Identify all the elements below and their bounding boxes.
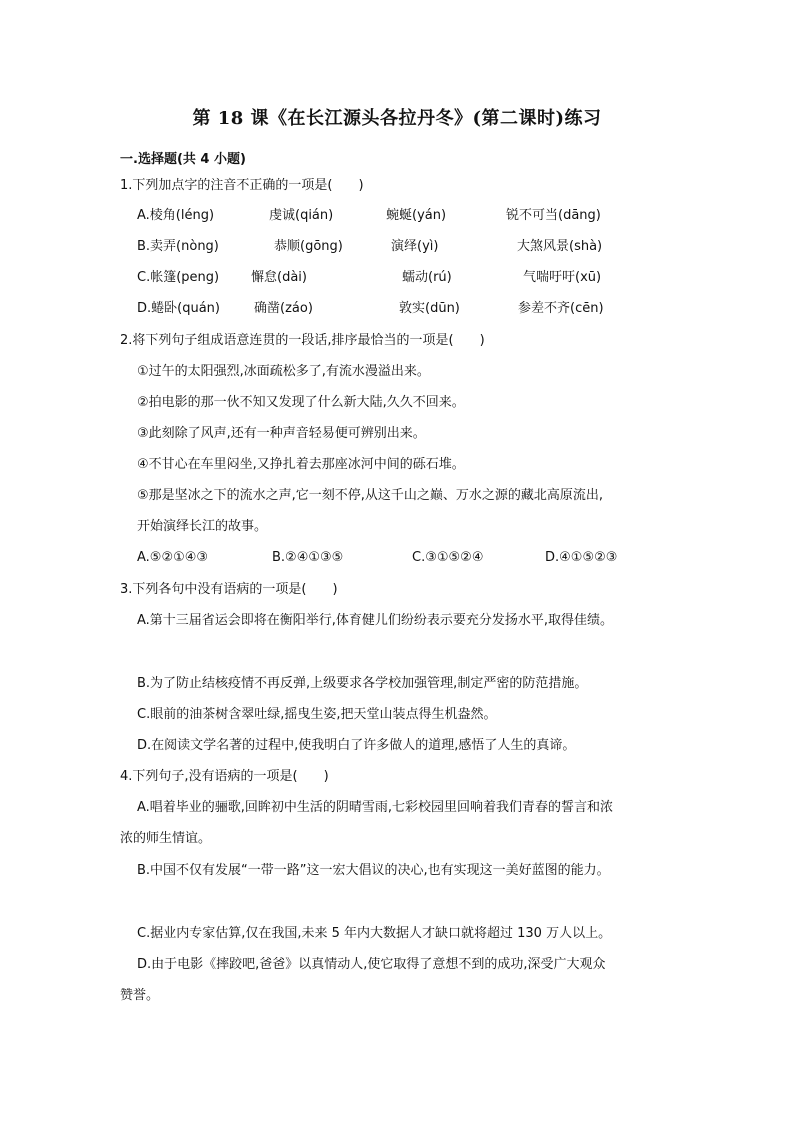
question-4-option-b: B.中国不仅有发展“一带一路”这一宏大倡议的决心,也有实现这一美好蓝图的能力。 [137,863,610,878]
question-2-sentence-1: ①过午的太阳强烈,冰面疏松多了,有流水漫溢出来。 [137,364,430,379]
q1-b-item-1: B.卖弄(nòng) [137,239,219,254]
question-3-option-b: B.为了防止结核疫情不再反弹,上级要求各学校加强管理,制定严密的防范措施。 [137,676,588,691]
question-2-stem: 2.将下列句子组成语意连贯的一段话,排序最恰当的一项是( ) [120,333,485,348]
question-4-option-a: A.唱着毕业的骊歌,回眸初中生活的阴晴雪雨,七彩校园里回响着我们青春的誓言和浓 [137,800,614,815]
q2-option-a: A.⑤②①④③ [137,550,209,565]
question-2-sentence-2: ②拍电影的那一伙不知又发现了什么新大陆,久久不回来。 [137,395,465,410]
question-4-option-d: D.由于电影《摔跤吧,爸爸》以真情动人,使它取得了意想不到的成功,深受广大观众 [137,957,606,972]
q1-a-item-1: A.棱角(léng) [137,208,215,223]
q1-b-item-4: 大煞风景(shà) [517,239,603,254]
q1-d-item-2: 确凿(záo) [254,301,313,316]
q1-c-item-4: 气喘吁吁(xū) [523,270,602,285]
q2-option-b: B.②④①③⑤ [272,550,344,565]
q1-a-item-4: 锐不可当(dāng) [506,208,601,223]
section-heading: 一.选择题(共 4 小题) [120,152,246,167]
q1-b-item-2: 恭顺(gōng) [274,239,343,254]
question-2-sentence-5: ⑤那是坚冰之下的流水之声,它一刻不停,从这千山之巅、万水之源的藏北高原流出, [137,488,604,503]
q1-d-item-1: D.蜷卧(quán) [137,301,220,316]
q2-option-d: D.④①⑤②③ [545,550,618,565]
q1-d-item-3: 敦实(dūn) [399,301,460,316]
q1-b-item-3: 演绎(yì) [391,239,439,254]
question-3-option-a: A.第十三届省运会即将在衡阳举行,体育健儿们纷纷表示要充分发扬水平,取得佳绩。 [137,613,614,628]
question-1-stem: 1.下列加点字的注音不正确的一项是( ) [120,178,364,193]
q1-d-item-4: 参差不齐(cēn) [518,301,604,316]
question-4-option-d-cont: 赞誉。 [120,988,160,1003]
question-3-stem: 3.下列各句中没有语病的一项是( ) [120,582,338,597]
question-2-sentence-4: ④不甘心在车里闷坐,又挣扎着去那座冰河中间的砾石堆。 [137,457,465,472]
q1-a-item-3: 蜿蜒(yán) [386,208,447,223]
question-2-sentence-3: ③此刻除了风声,还有一种声音轻易便可辨别出来。 [137,426,426,441]
question-3-option-c: C.眼前的油茶树含翠吐绿,摇曳生姿,把天堂山装点得生机盎然。 [137,707,497,722]
question-4-stem: 4.下列句子,没有语病的一项是( ) [120,769,329,784]
question-2-sentence-5-cont: 开始演绎长江的故事。 [137,519,268,534]
q2-option-c: C.③①⑤②④ [412,550,484,565]
q1-c-item-3: 蠕动(rú) [402,270,452,285]
question-4-option-a-cont: 浓的师生情谊。 [120,831,212,846]
q1-c-item-2: 懈怠(dài) [251,270,307,285]
q1-a-item-2: 虔诚(qián) [269,208,334,223]
question-4-option-c: C.据业内专家估算,仅在我国,未来 5 年内大数据人才缺口就将超过 130 万人以上。 [137,926,612,941]
q1-c-item-1: C.帐篷(peng) [137,270,220,285]
page-title: 第 18 课《在长江源头各拉丹冬》(第二课时)练习 [192,108,602,129]
question-3-option-d: D.在阅读文学名著的过程中,使我明白了许多做人的道理,感悟了人生的真谛。 [137,738,576,753]
